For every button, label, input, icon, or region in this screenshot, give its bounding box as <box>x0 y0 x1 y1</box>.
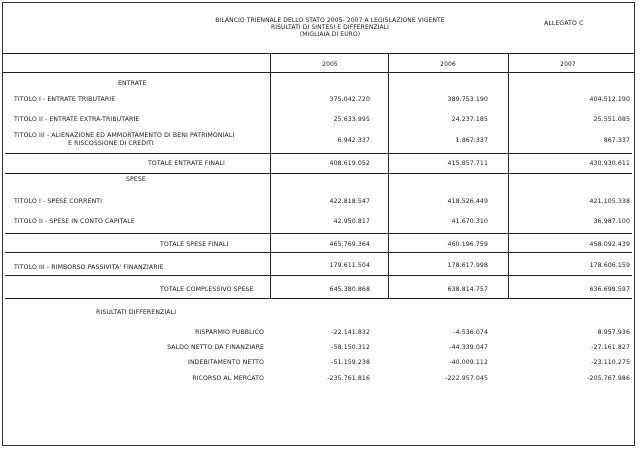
section-entrate: ENTRATE <box>118 80 147 87</box>
cell-titolo2-spese-2007: 36.987.100 <box>593 218 630 225</box>
cell-indebitamento-netto-2006: -40.009.112 <box>449 359 488 366</box>
allegato-label: ALLEGATO C <box>544 20 584 27</box>
cell-totale-spese-2007: 458.092.439 <box>589 241 630 248</box>
column-header-2006: 2006 <box>440 61 456 68</box>
column-divider-1 <box>270 53 271 299</box>
cell-titolo1-entrate-2007: 404.512.190 <box>589 96 630 103</box>
row-label-titolo2-entrate: TITOLO II - ENTRATE EXTRA-TRIBUTARIE <box>14 116 140 123</box>
complessivo-rule <box>5 298 632 299</box>
cell-risparmio-2005: -22.141.832 <box>331 329 370 336</box>
cell-titolo1-entrate-2006: 389.753.190 <box>447 96 488 103</box>
cell-indebitamento-netto-2005: -51.159.238 <box>331 359 370 366</box>
cell-titolo2-entrate-2005: 25.633.995 <box>333 116 370 123</box>
spese-end-rule <box>5 252 632 253</box>
cell-totale-spese-2006: 460.196.759 <box>447 241 488 248</box>
cell-totale-complessivo-2006: 638.814.757 <box>447 286 488 293</box>
cell-titolo2-entrate-2006: 24.237.185 <box>451 116 488 123</box>
cell-titolo2-entrate-2007: 25.551.085 <box>593 116 630 123</box>
document-units: (MIGLIAIA DI EURO) <box>299 31 361 38</box>
cell-totale-entrate-2007: 430.930.611 <box>589 160 630 167</box>
cell-titolo1-spese-2005: 422.818.547 <box>329 198 370 205</box>
cell-totale-entrate-2005: 408.619.052 <box>329 160 370 167</box>
document-title: BILANCIO TRIENNALE DELLO STATO 2005- 2007 A LEGISLAZIONE VIGENTE <box>215 17 445 24</box>
entrate-total-rule <box>5 153 632 154</box>
cell-titolo2-spese-2005: 42.950.817 <box>333 218 370 225</box>
cell-totale-complessivo-2007: 636.698.597 <box>589 286 630 293</box>
row-label-titolo1-spese: TITOLO I - SPESE CORRENTI <box>14 198 103 205</box>
document-subtitle: RISULTATI DI SINTESI E DIFFERENZIALI <box>270 24 390 31</box>
row-label-titolo3-entrate: TITOLO III - ALIENAZIONE ED AMMORTAMENTO DI BENI PATRIMONIALI <box>14 132 235 139</box>
section-risultati: RISULTATI DIFFERENZIALI <box>96 309 177 316</box>
spese-total-rule <box>5 233 632 234</box>
titolo3-rule <box>5 275 632 276</box>
cell-titolo3-spese-2007: 178.606.159 <box>589 262 630 269</box>
cell-titolo3-entrate-2006: 1.867.337 <box>455 137 488 144</box>
row-label-ricorso-mercato: RICORSO AL MERCATO <box>192 375 264 382</box>
row-label-titolo3-spese: TITOLO III - RIMBORSO PASSIVITA' FINANZIARIE <box>14 264 164 271</box>
entrate-end-rule <box>5 173 632 174</box>
cell-ricorso-mercato-2006: -222.957.045 <box>445 375 488 382</box>
cell-titolo3-entrate-2007: 867.337 <box>603 137 630 144</box>
cell-titolo2-spese-2006: 41.670.310 <box>451 218 488 225</box>
cell-saldo-netto-2007: -27.161.827 <box>591 344 630 351</box>
cell-titolo3-spese-2006: 178.617.998 <box>447 262 488 269</box>
row-label-totale-entrate: TOTALE ENTRATE FINALI <box>148 160 225 167</box>
cell-titolo3-entrate-2005: 6.942.337 <box>337 137 370 144</box>
column-divider-3 <box>508 53 509 299</box>
cell-indebitamento-netto-2007: -23.110.275 <box>591 359 630 366</box>
header-rule-top <box>2 53 635 54</box>
cell-saldo-netto-2005: -58.150.312 <box>331 344 370 351</box>
cell-titolo1-spese-2006: 418.526.449 <box>447 198 488 205</box>
cell-risparmio-2006: -4.536.074 <box>453 329 488 336</box>
column-header-2007: 2007 <box>560 61 576 68</box>
row-label-titolo1-entrate: TITOLO I - ENTRATE TRIBUTARIE <box>14 96 116 103</box>
cell-totale-complessivo-2005: 645.380.868 <box>329 286 370 293</box>
column-divider-2 <box>388 53 389 299</box>
section-spese: SPESE <box>126 176 146 183</box>
row-label-totale-complessivo: TOTALE COMPLESSIVO SPESE <box>160 286 254 293</box>
cell-totale-entrate-2006: 415.857.711 <box>447 160 488 167</box>
row-label-titolo2-spese: TITOLO II - SPESE IN CONTO CAPITALE <box>14 218 135 225</box>
row-label-titolo3-entrate-cont: E RISCOSSIONE DI CREDITI <box>68 140 154 147</box>
row-label-indebitamento-netto: INDEBITAMENTO NETTO <box>188 359 264 366</box>
row-label-saldo-netto: SALDO NETTO DA FINANZIARE <box>167 344 264 351</box>
cell-ricorso-mercato-2007: -205.767.986 <box>587 375 630 382</box>
row-label-risparmio: RISPARMIO PUBBLICO <box>195 329 264 336</box>
cell-titolo1-spese-2007: 421.105.338 <box>589 198 630 205</box>
header-rule-bottom <box>2 72 635 73</box>
cell-risparmio-2007: 8.957.936 <box>597 329 630 336</box>
row-label-totale-spese: TOTALE SPESE FINALI <box>160 241 229 248</box>
cell-ricorso-mercato-2005: -235.761.816 <box>327 375 370 382</box>
cell-titolo3-spese-2005: 179.611.504 <box>329 262 370 269</box>
cell-saldo-netto-2006: -44.339.047 <box>449 344 488 351</box>
cell-totale-spese-2005: 465.769.364 <box>329 241 370 248</box>
cell-titolo1-entrate-2005: 375.042.720 <box>329 96 370 103</box>
column-header-2005: 2005 <box>322 61 338 68</box>
